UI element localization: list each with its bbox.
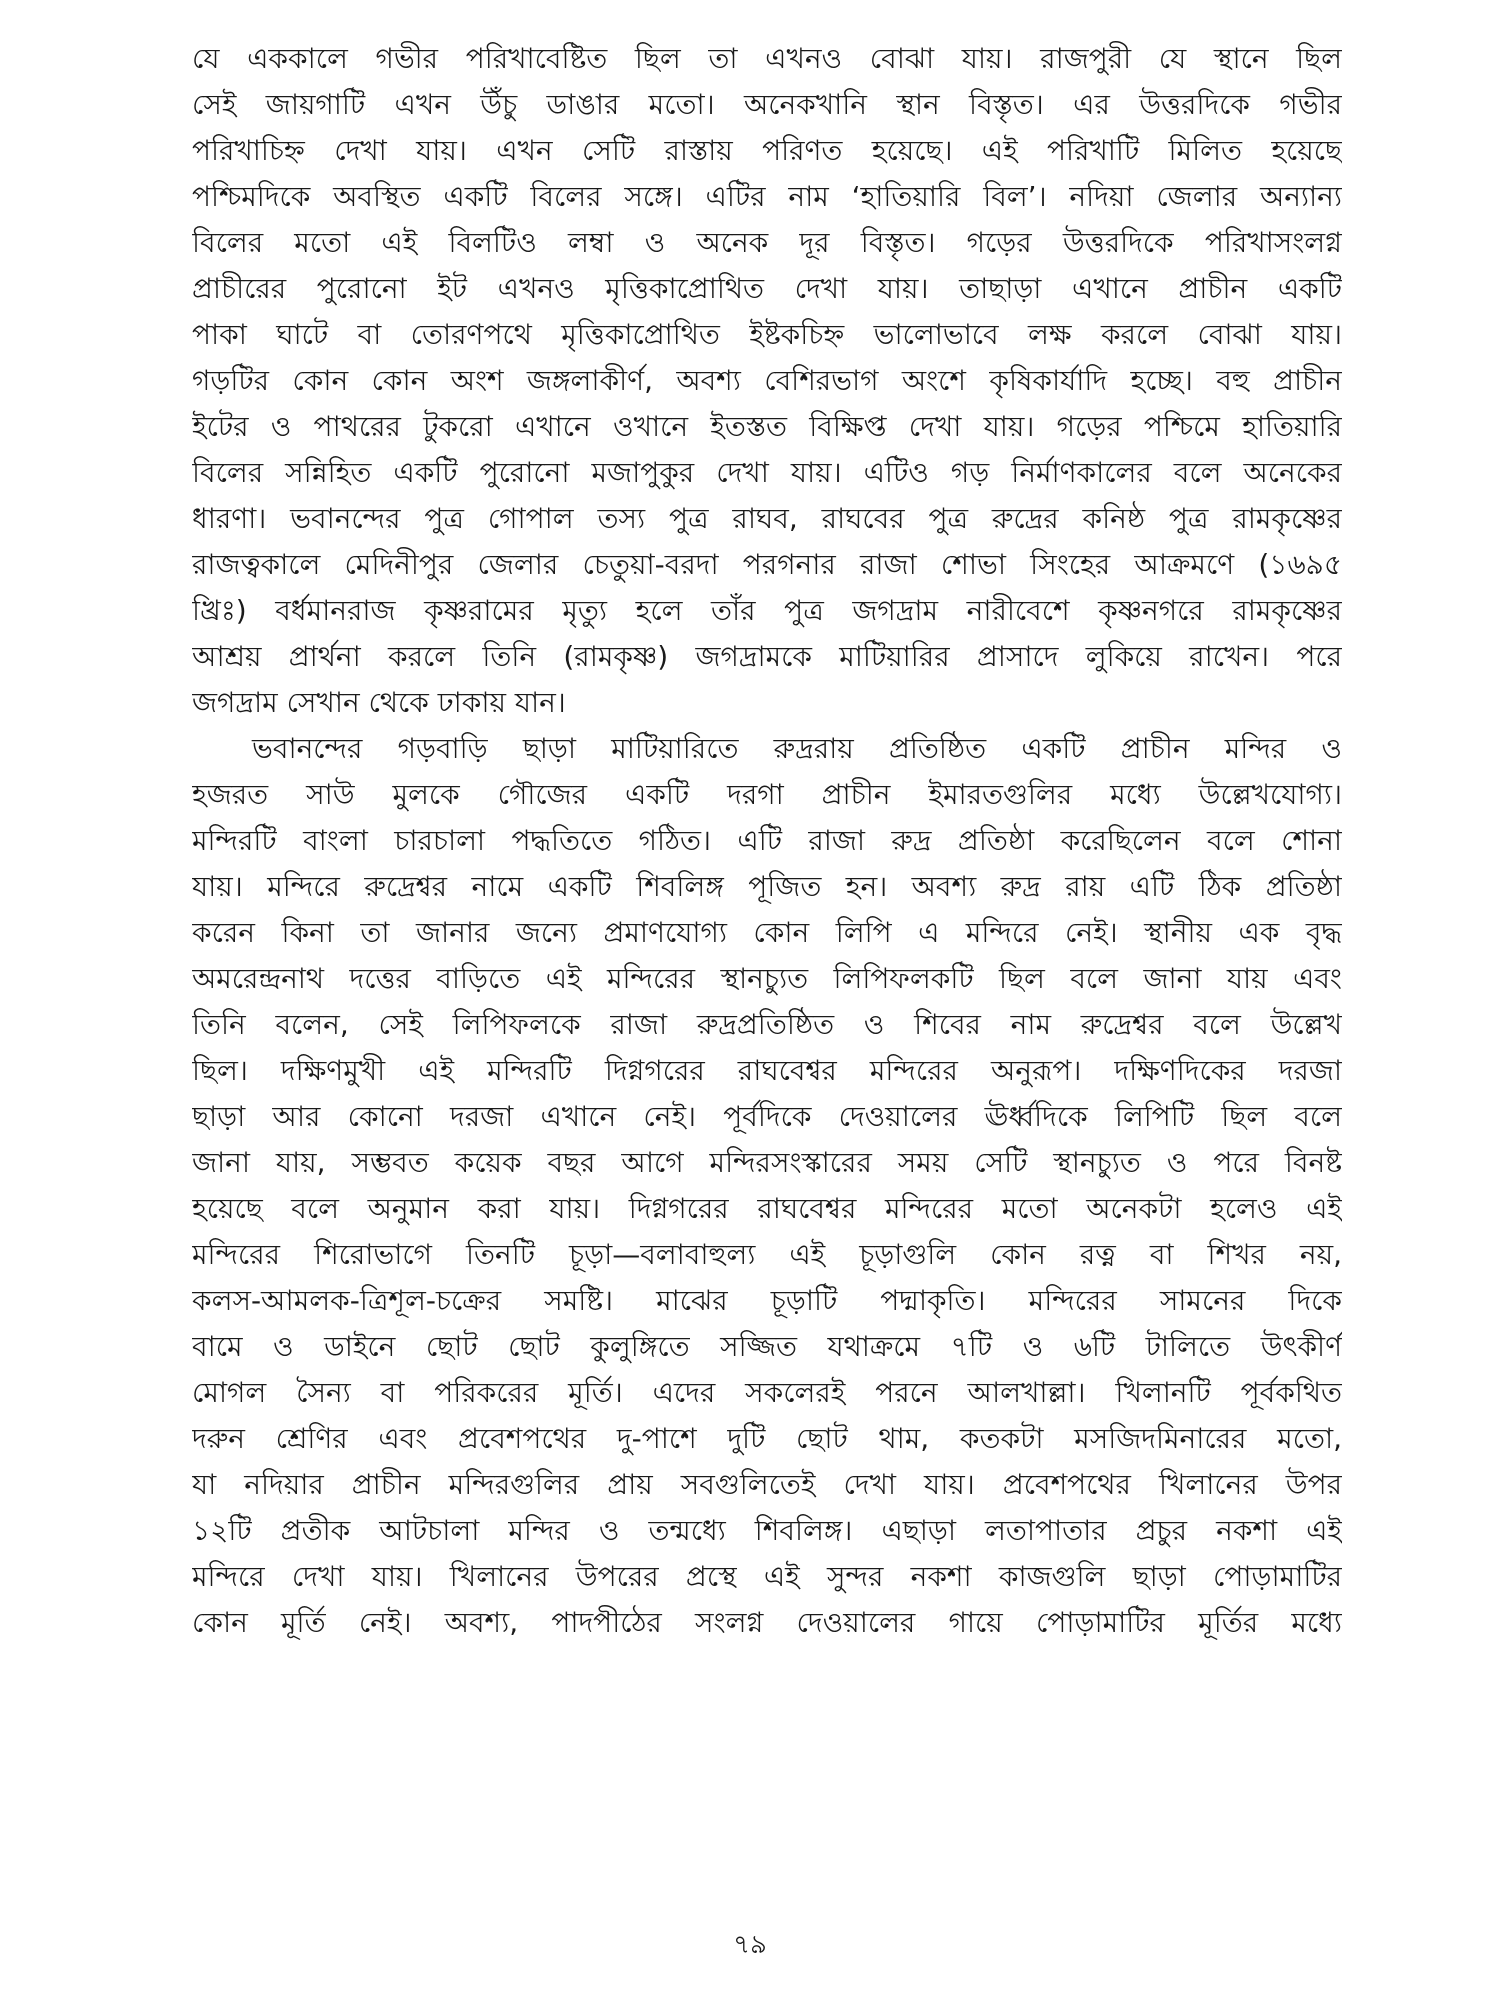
text-line: তিনি বলেন, সেই লিপিফলকে রাজা রুদ্রপ্রতিষ্ঠিত ও শিবের নাম রুদ্রেশ্বর বলে উল্লেখ (192, 1008, 1342, 1041)
text-line: দরুন শ্রেণির এবং প্রবেশপথের দু-পাশে দুটি ছোট থাম, কতকটা মসজিদমিনারের মতো, (192, 1422, 1342, 1455)
text-line: মন্দিরে দেখা যায়। খিলানের উপরের প্রস্থে এই সুন্দর নকশা কাজগুলি ছাড়া পোড়ামাটির (192, 1560, 1342, 1593)
text-line: সেই জায়গাটি এখন উঁচু ডাঙার মতো। অনেকখানি স্থান বিস্তৃত। এর উত্তরদিকে গভীর (192, 88, 1342, 121)
text-line: ছাড়া আর কোনো দরজা এখানে নেই। পূর্বদিকে দেওয়ালের ঊর্ধ্বদিকে লিপিটি ছিল বলে (192, 1100, 1342, 1133)
paragraph-2 (192, 726, 1342, 1646)
text-line: কলস-আমলক-ত্রিশূল-চক্রের সমষ্টি। মাঝের চূড়াটি পদ্মাকৃতি। মন্দিরের সামনের দিকে (192, 1284, 1342, 1317)
text-line: রাজত্বকালে মেদিনীপুর জেলার চেতুয়া-বরদা পরগনার রাজা শোভা সিংহের আক্রমণে (১৬৯৫ (192, 548, 1342, 581)
text-line: পশ্চিমদিকে অবস্থিত একটি বিলের সঙ্গে। এটির নাম ‘হাতিয়ারি বিল’। নদিয়া জেলার অন্যান্য (192, 180, 1342, 213)
page-number: ৭৯ (733, 1930, 767, 1960)
text-line: আশ্রয় প্রার্থনা করলে তিনি (রামকৃষ্ণ) জগদ্রামকে মাটিয়ারির প্রাসাদে লুকিয়ে রাখেন। পরে (192, 640, 1342, 673)
text-line: খ্রিঃ) বর্ধমানরাজ কৃষ্ণরামের মৃত্যু হলে তাঁর পুত্র জগদ্রাম নারীবেশে কৃষ্ণনগরে রামকৃষ্ণের (192, 594, 1342, 627)
text-line: ১২টি প্রতীক আটচালা মন্দির ও তন্মধ্যে শিবলিঙ্গ। এছাড়া লতাপাতার প্রচুর নকশা এই (192, 1514, 1342, 1547)
text-line: মন্দিরটি বাংলা চারচালা পদ্ধতিতে গঠিত। এটি রাজা রুদ্র প্রতিষ্ঠা করেছিলেন বলে শোনা (192, 824, 1342, 857)
text-line: মোগল সৈন্য বা পরিকরের মূর্তি। এদের সকলেরই পরনে আলখাল্লা। খিলানটি পূর্বকথিত (192, 1376, 1342, 1409)
text-line: কোন মূর্তি নেই। অবশ্য, পাদপীঠের সংলগ্ন দেওয়ালের গায়ে পোড়ামাটির মূর্তির মধ্যে (192, 1606, 1342, 1639)
text-line: জানা যায়, সম্ভবত কয়েক বছর আগে মন্দিরসংস্কারের সময় সেটি স্থানচ্যুত ও পরে বিনষ্ট (192, 1146, 1342, 1179)
text-line: ছিল। দক্ষিণমুখী এই মন্দিরটি দিগ্নগরের রাঘবেশ্বর মন্দিরের অনুরূপ। দক্ষিণদিকের দরজা (192, 1054, 1342, 1087)
text-line: বিলের সন্নিহিত একটি পুরোনো মজাপুকুর দেখা যায়। এটিও গড় নির্মাণকালের বলে অনেকের (192, 456, 1342, 489)
body-text (192, 36, 1342, 1646)
text-line: অমরেন্দ্রনাথ দত্তের বাড়িতে এই মন্দিরের স্থানচ্যুত লিপিফলকটি ছিল বলে জানা যায় এবং (192, 962, 1342, 995)
text-line: প্রাচীরের পুরোনো ইট এখনও মৃত্তিকাপ্রোথিত দেখা যায়। তাছাড়া এখানে প্রাচীন একটি (192, 272, 1342, 305)
text-line: হয়েছে বলে অনুমান করা যায়। দিগ্নগরের রাঘবেশ্বর মন্দিরের মতো অনেকটা হলেও এই (192, 1192, 1342, 1225)
text-line: গড়টির কোন কোন অংশ জঙ্গলাকীর্ণ, অবশ্য বেশিরভাগ অংশে কৃষিকার্যাদি হচ্ছে। বহু প্রাচীন (192, 364, 1342, 397)
text-line: করেন কিনা তা জানার জন্যে প্রমাণযোগ্য কোন লিপি এ মন্দিরে নেই। স্থানীয় এক বৃদ্ধ (192, 916, 1342, 949)
text-line: যা নদিয়ার প্রাচীন মন্দিরগুলির প্রায় সবগুলিতেই দেখা যায়। প্রবেশপথের খিলানের উপর (192, 1468, 1342, 1501)
text-line: যায়। মন্দিরে রুদ্রেশ্বর নামে একটি শিবলিঙ্গ পূজিত হন। অবশ্য রুদ্র রায় এটি ঠিক প্রতিষ্ঠা (192, 870, 1342, 903)
text-line: জগদ্রাম সেখান থেকে ঢাকায় যান। (192, 686, 566, 719)
text-line: হজরত সাউ মুলকে গৌজের একটি দরগা প্রাচীন ইমারতগুলির মধ্যে উল্লেখযোগ্য। (192, 778, 1342, 811)
text-line: ধারণা। ভবানন্দের পুত্র গোপাল তস্য পুত্র রাঘব, রাঘবের পুত্র রুদ্রের কনিষ্ঠ পুত্র রামকৃষ্ণের (192, 502, 1342, 535)
text-line: মন্দিরের শিরোভাগে তিনটি চূড়া—বলাবাহুল্য এই চূড়াগুলি কোন রত্ন বা শিখর নয়, (192, 1238, 1342, 1271)
paragraph-1 (192, 36, 1342, 726)
text-line: বিলের মতো এই বিলটিও লম্বা ও অনেক দূর বিস্তৃত। গড়ের উত্তরদিকে পরিখাসংলগ্ন (192, 226, 1342, 259)
text-line: ভবানন্দের গড়বাড়ি ছাড়া মাটিয়ারিতে রুদ্ররায় প্রতিষ্ঠিত একটি প্রাচীন মন্দির ও (252, 732, 1342, 765)
text-line: বামে ও ডাইনে ছোট ছোট কুলুঙ্গিতে সজ্জিত যথাক্রমে ৭টি ও ৬টি টালিতে উৎকীর্ণ (192, 1330, 1342, 1363)
text-line: পরিখাচিহ্ন দেখা যায়। এখন সেটি রাস্তায় পরিণত হয়েছে। এই পরিখাটি মিলিত হয়েছে (192, 134, 1342, 167)
text-line: পাকা ঘাটে বা তোরণপথে মৃত্তিকাপ্রোথিত ইষ্টকচিহ্ন ভালোভাবে লক্ষ করলে বোঝা যায়। (192, 318, 1342, 351)
text-line: ইটের ও পাথরের টুকরো এখানে ওখানে ইতস্তত বিক্ষিপ্ত দেখা যায়। গড়ের পশ্চিমে হাতিয়ারি (192, 410, 1342, 443)
text-line: যে এককালে গভীর পরিখাবেষ্টিত ছিল তা এখনও বোঝা যায়। রাজপুরী যে স্থানে ছিল (192, 42, 1342, 75)
